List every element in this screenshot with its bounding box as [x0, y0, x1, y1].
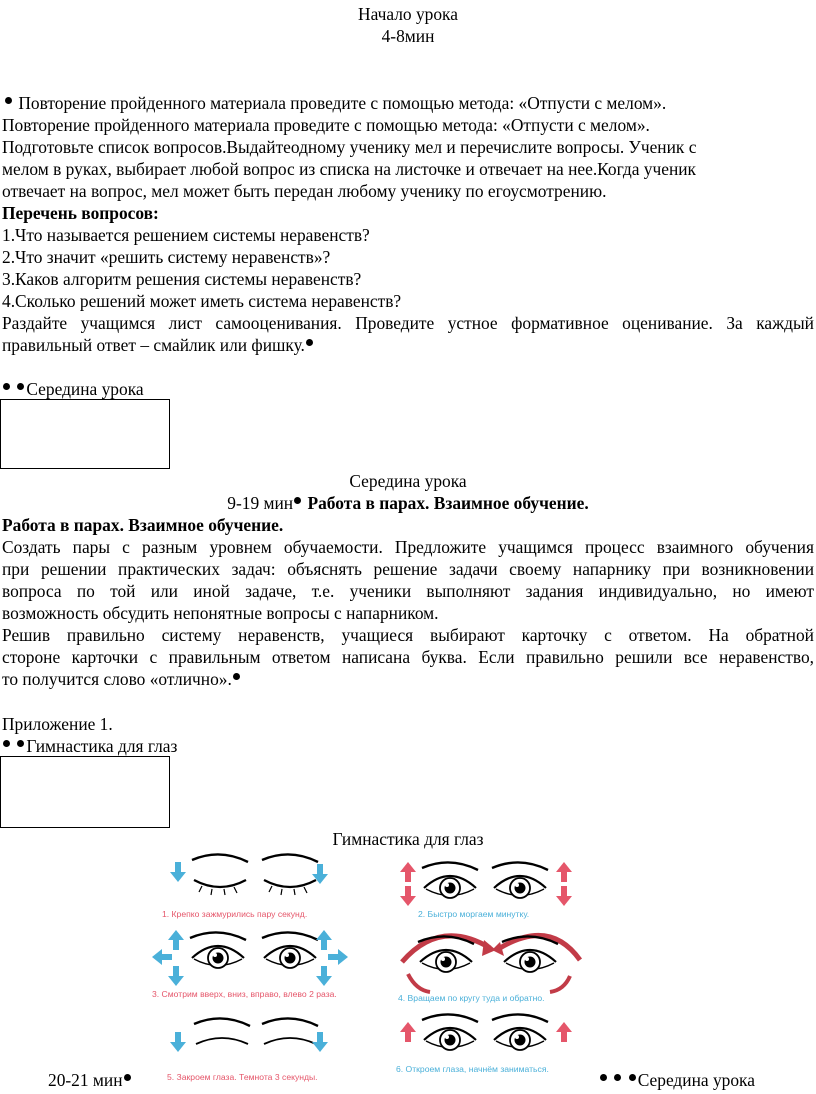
intro-line-4: отвечает на вопрос, мел может быть передан любому ученику по егоусмотрению. — [2, 181, 607, 201]
intro-bullet-line — [4, 92, 666, 114]
step-2-caption: 2. Быстро моргаем минутку. — [418, 909, 530, 919]
bullet-icon — [3, 740, 10, 747]
activity-title: Работа в парах. Взаимное обучение. — [2, 515, 284, 535]
questions-title: Перечень вопросов: — [2, 203, 159, 223]
step-4-illustration — [402, 936, 580, 993]
question-4: 4.Сколько решений может иметь система неравенств? — [2, 291, 402, 311]
middle-title: Середина урока — [349, 471, 467, 491]
intro-line-1: Повторение пройденного материала проведите с помощью метода: «Отпусти с мелом». — [2, 115, 650, 135]
eye-gym-bullet-label: Гимнастика для глаз — [26, 736, 178, 756]
bullet-icon — [629, 1074, 636, 1081]
para1-line-3: вопроса по той или иной задаче, т.е. ученики выполняют задания индивидуально, но имеют — [2, 581, 814, 601]
para1-line-1: Создать пары с разным уровнем обучаемости. Предложите учащимся процесс взаимного обучения — [2, 537, 814, 557]
step-3-illustration — [152, 930, 348, 986]
assess-line-2 — [2, 334, 315, 356]
appendix-label: Приложение 1. — [2, 714, 113, 734]
assess-line-1: Раздайте учащимся лист самооценивания. Проведите устное формативное оценивание. За каждый — [2, 313, 814, 333]
bullet-icon — [600, 1074, 607, 1081]
footer-middle-line — [599, 1069, 755, 1091]
question-2: 2.Что значит «решить систему неравенств»? — [2, 247, 331, 267]
para2-line-1: Решив правильно систему неравенств, учащиеся выбирают карточку с ответом. На обратной — [2, 625, 814, 645]
bullet-icon — [5, 97, 12, 104]
middle-time: 9-19 мин — [227, 493, 294, 513]
step-5-illustration — [170, 1018, 328, 1052]
middle-bullet-line — [2, 378, 144, 400]
step-2-illustration — [400, 862, 572, 906]
eye-gym-bullet-line — [2, 735, 177, 757]
footer-middle-label: Середина урока — [637, 1070, 755, 1090]
step-5-caption: 5. Закроем глаза. Темнота 3 секунды. — [167, 1072, 318, 1082]
para2-line-2: стороне карточки с правильным ответом написана буква. Если правильно решили все неравенство, — [2, 647, 814, 667]
para1-line-2: при решении практических задач: объяснять решение задачи своему напарнику при возникновении — [2, 559, 814, 579]
bullet-icon — [294, 497, 301, 504]
para2-line-3-text: то получится слово «отлично». — [2, 669, 232, 689]
bullet-icon — [306, 339, 313, 346]
bullet-icon — [3, 383, 10, 390]
bullet-icon — [233, 673, 240, 680]
step-3-caption: 3. Смотрим вверх, вниз, вправо, влево 2 раза. — [152, 989, 337, 999]
lesson-start-title: Начало урока — [358, 4, 458, 24]
intro-line-3: мелом в руках, выбирает любой вопрос из списка на листочке и отвечает на нее.Когда ученик — [2, 159, 697, 179]
question-3: 3.Каков алгоритм решения системы неравенств? — [2, 269, 362, 289]
middle-activity: Работа в парах. Взаимное обучение. — [307, 493, 589, 513]
para2-line-3 — [2, 668, 242, 690]
question-1: 1.Что называется решением системы неравенств? — [2, 225, 370, 245]
step-1-illustration — [170, 854, 328, 895]
assess-line-2-text: правильный ответ – смайлик или фишку. — [2, 335, 305, 355]
bullet-icon — [614, 1074, 621, 1081]
footer-time-line — [48, 1069, 133, 1091]
middle-time-line — [0, 492, 816, 514]
bullet-icon — [124, 1074, 131, 1081]
intro-bullet-text: Повторение пройденного материала проведите с помощью метода: «Отпусти с мелом». — [18, 93, 667, 113]
intro-line-2: Подготовьте список вопросов.Выдайтеодному ученику мел и перечислите вопросы. Ученик с — [2, 137, 697, 157]
bullet-icon — [17, 740, 24, 747]
step-4-caption: 4. Вращаем по кругу туда и обратно. — [398, 993, 545, 1003]
step-1-caption: 1. Крепко зажмурились пару секунд. — [162, 909, 308, 919]
bullet-icon — [17, 383, 24, 390]
footer-time: 20-21 мин — [48, 1070, 123, 1090]
step-6-illustration — [400, 1014, 572, 1050]
para1-line-4: возможность обсудить непонятные вопросы с напарником. — [2, 603, 439, 623]
eye-gymnastics-figure — [140, 852, 600, 1092]
empty-frame — [0, 399, 170, 469]
lesson-start-time: 4-8мин — [381, 26, 435, 46]
middle-bullet-label: Середина урока — [26, 379, 144, 399]
figure-title: Гимнастика для глаз — [332, 829, 484, 849]
step-6-caption: 6. Откроем глаза, начнём заниматься. — [396, 1064, 549, 1074]
empty-frame — [0, 756, 170, 828]
